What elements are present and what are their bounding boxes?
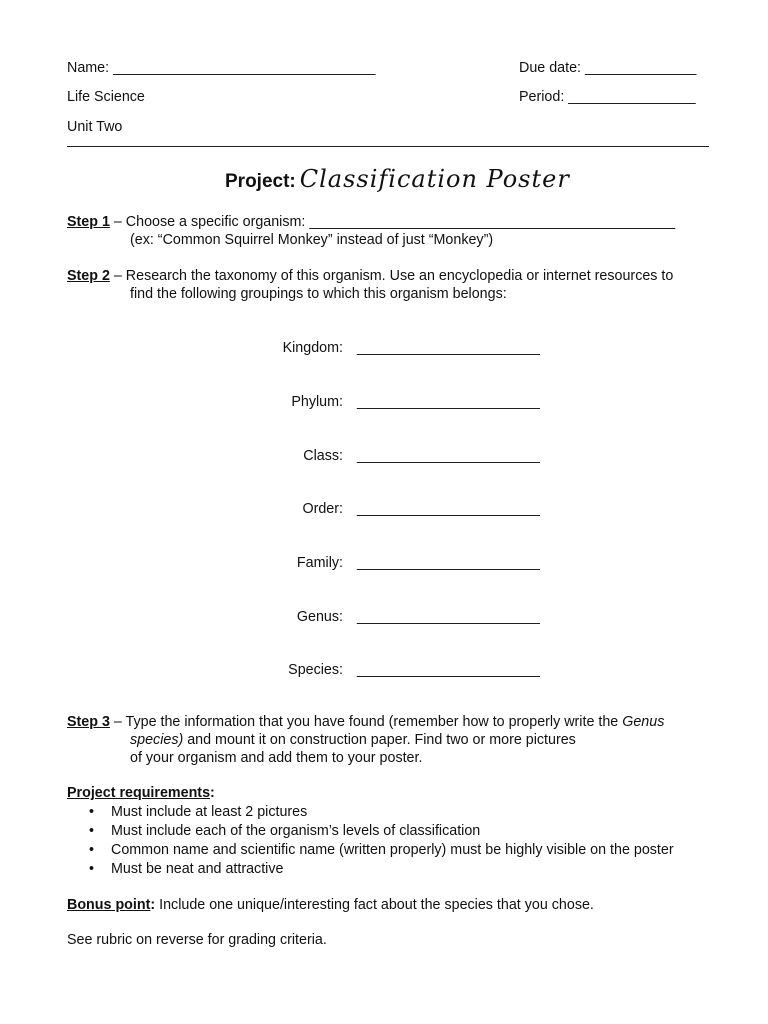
name-blank: _________________________________: [113, 60, 376, 76]
period-row: [519, 88, 696, 106]
due-date-label: Due date:: [519, 60, 581, 76]
step3-line2: [130, 731, 576, 749]
requirements-colon: :: [210, 785, 215, 801]
period-label: Period:: [519, 89, 565, 105]
requirement-text: Must be neat and attractive: [111, 861, 284, 877]
bullet-icon: •: [89, 823, 95, 839]
requirement-text: Must include each of the organism’s levels of classification: [111, 823, 481, 839]
name-field-row: [67, 59, 376, 77]
genus-blank: _______________________: [357, 609, 540, 625]
species-blank: _______________________: [357, 662, 540, 678]
kingdom-label: Kingdom:: [282, 340, 343, 356]
step3-label: Step 3: [67, 714, 110, 730]
family-label: Family:: [296, 555, 343, 571]
unit-label: Unit Two: [67, 119, 123, 135]
rubric-note: See rubric on reverse for grading criteria.: [67, 932, 327, 948]
list-item: [89, 860, 283, 878]
list-item: [89, 822, 480, 840]
step1-example: (ex: “Common Squirrel Monkey” instead of just “Monkey”): [130, 232, 494, 248]
step3-text2: and mount it on construction paper. Find two or more pictures: [183, 732, 576, 748]
step2-line2: find the following groupings to which this organism belongs:: [130, 286, 507, 302]
title-prefix: Project:: [225, 171, 296, 192]
order-blank: _______________________: [357, 501, 540, 517]
bonus-colon: :: [150, 897, 156, 913]
subject-label: Life Science: [67, 89, 145, 105]
bullet-icon: •: [89, 804, 95, 820]
bullet-icon: •: [89, 842, 95, 858]
step3-species: species): [130, 732, 184, 748]
due-date-row: [519, 59, 696, 77]
class-blank: _______________________: [357, 448, 540, 464]
step2-line1: [67, 267, 673, 285]
step1-line: [67, 213, 675, 231]
step3-genus: Genus: [622, 714, 665, 730]
list-item: [89, 803, 307, 821]
family-blank: _______________________: [357, 555, 540, 571]
requirements-heading-text: Project requirements: [67, 785, 211, 801]
bonus-label: Bonus point: [67, 897, 151, 913]
kingdom-blank: _______________________: [357, 340, 540, 356]
due-date-blank: ______________: [584, 60, 697, 76]
step3-text: – Type the information that you have found (remember how to properly write the: [109, 714, 623, 730]
order-label: Order:: [302, 501, 343, 517]
title-script: Classification Poster: [299, 165, 570, 193]
step3-line3: of your organism and add them to your poster.: [130, 750, 423, 766]
step1-label: Step 1: [67, 214, 110, 230]
genus-label: Genus:: [296, 609, 343, 625]
step2-label: Step 2: [67, 268, 110, 284]
requirements-heading: [67, 784, 215, 802]
requirement-text: Must include at least 2 pictures: [111, 804, 308, 820]
header-divider: [67, 146, 709, 147]
name-label: Name:: [67, 60, 110, 76]
phylum-label: Phylum:: [291, 394, 343, 410]
class-label: Class:: [303, 448, 343, 464]
species-label: Species:: [288, 662, 343, 678]
step2-text: – Research the taxonomy of this organism. Use an encyclopedia or internet resources to: [109, 268, 674, 284]
period-blank: ________________: [568, 89, 696, 105]
requirement-text: Common name and scientific name (written properly) must be highly visible on the poster: [111, 842, 674, 858]
bonus-line: [67, 896, 594, 914]
phylum-blank: _______________________: [357, 394, 540, 410]
bullet-icon: •: [89, 861, 95, 877]
list-item: [89, 841, 674, 859]
step1-text: – Choose a specific organism: ______________________________________________: [109, 214, 676, 230]
bonus-text: Include one unique/interesting fact about the species that you chose.: [155, 897, 594, 913]
page-title: [225, 164, 570, 198]
step3-line1: [67, 713, 664, 731]
